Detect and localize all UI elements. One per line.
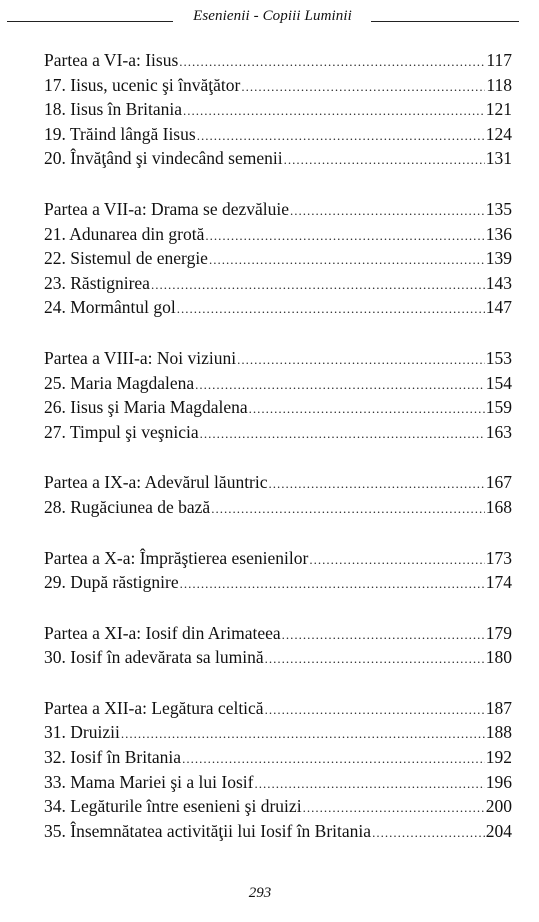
dot-leader [372,821,485,846]
toc-entry-page: 179 [485,622,512,643]
toc-entry-title: 21. Adunarea din grotă [44,223,205,244]
toc-section [44,470,512,519]
toc-entry-page: 159 [485,397,512,418]
toc-part-heading [44,48,512,73]
toc-entry-title: Partea a XI-a: Iosif din Arimateea [44,622,281,643]
toc-entry-page: 154 [485,372,512,393]
toc-entry-page: 117 [486,50,512,70]
toc-entry-page: 173 [485,547,512,568]
toc-entry-page: 143 [485,272,512,293]
dot-leader [182,747,485,772]
table-of-contents [44,48,512,869]
dot-leader [209,248,485,273]
toc-chapter-entry [44,122,512,147]
toc-part-heading [44,696,512,721]
toc-section [44,621,512,670]
toc-entry-title: Partea a VI-a: Iisus [44,50,179,70]
toc-entry-title: 30. Iosif în adevărata sa lumină [44,647,264,668]
toc-section [44,546,512,595]
toc-chapter-entry [44,271,512,296]
running-title: Esenienii - Copiii Luminii [193,8,352,24]
toc-entry-title: Partea a VII-a: Drama se dezvăluie [44,198,290,219]
toc-entry-title: 33. Mama Mariei şi a lui Iosif [44,771,254,792]
toc-section [44,48,512,171]
toc-entry-title: 35. Însemnătatea activităţii lui Iosif în Britania [44,820,372,841]
toc-chapter-entry [44,146,512,171]
toc-entry-title: 34. Legăturile între esenieni şi druizi [44,796,302,817]
dot-leader [183,99,485,124]
toc-entry-page: 174 [485,572,512,593]
toc-chapter-entry [44,819,512,844]
dot-leader [211,497,485,522]
toc-part-heading [44,546,512,571]
toc-section [44,696,512,844]
dot-leader [265,698,485,723]
toc-chapter-entry [44,395,512,420]
dot-leader [290,199,485,224]
toc-entry-title: 24. Mormântul gol [44,297,176,318]
toc-chapter-entry [44,770,512,795]
dot-leader [254,772,484,797]
dot-leader [197,124,485,149]
dot-leader [205,224,484,249]
toc-entry-title: 17. Iisus, ucenic şi învăţător [44,74,241,95]
toc-entry-title: Partea a IX-a: Adevărul lăuntric [44,472,268,493]
dot-leader [284,148,485,173]
toc-part-heading [44,621,512,646]
dot-leader [269,472,485,497]
toc-entry-page: 121 [485,99,512,120]
toc-chapter-entry [44,295,512,320]
toc-chapter-entry [44,645,512,670]
toc-entry-title: 27. Timpul şi veşnicia [44,421,199,442]
toc-entry-page: 167 [485,472,512,493]
toc-entry-page: 131 [485,148,512,169]
toc-entry-page: 136 [485,223,512,244]
toc-chapter-entry [44,570,512,595]
toc-entry-page: 124 [485,123,512,144]
toc-entry-title: 32. Iosif în Britania [44,747,182,768]
dot-leader [237,348,485,373]
toc-entry-page: 204 [485,820,512,841]
toc-entry-title: 19. Trăind lângă Iisus [44,123,196,144]
toc-chapter-entry [44,745,512,770]
toc-entry-title: Partea a X-a: Împrăştierea esenienilor [44,547,309,568]
toc-entry-title: 31. Druizii [44,722,120,743]
toc-entry-title: 29. După răstignire [44,572,179,593]
toc-entry-page: 147 [485,297,512,318]
toc-entry-title: Partea a VIII-a: Noi viziuni [44,347,237,368]
toc-entry-title: 28. Rugăciunea de bază [44,496,211,517]
dot-leader [309,548,484,573]
toc-chapter-entry [44,246,512,271]
toc-entry-title: Partea a XII-a: Legătura celtică [44,697,264,718]
toc-entry-title: 22. Sistemul de energie [44,248,208,269]
toc-entry-page: 196 [485,771,512,792]
dot-leader [195,373,485,398]
toc-entry-title: 18. Iisus în Britania [44,99,183,120]
toc-entry-page: 187 [485,697,512,718]
running-header [7,8,519,30]
dot-leader [179,50,485,75]
dot-leader [200,422,485,447]
toc-entry-page: 192 [485,747,512,768]
toc-chapter-entry [44,73,512,98]
dot-leader [241,75,485,100]
toc-entry-page: 180 [485,647,512,668]
page-number: 293 [248,885,272,901]
toc-chapter-entry [44,420,512,445]
toc-entry-page: 118 [486,74,512,95]
toc-entry-title: 23. Răstignirea [44,272,150,293]
toc-entry-page: 153 [485,347,512,368]
toc-chapter-entry [44,495,512,520]
toc-chapter-entry [44,97,512,122]
toc-chapter-entry [44,794,512,819]
toc-entry-title: 20. Învăţând şi vindecând semenii [44,148,283,169]
toc-section [44,197,512,320]
toc-part-heading [44,197,512,222]
dot-leader [151,273,485,298]
toc-part-heading [44,346,512,371]
toc-entry-page: 188 [485,722,512,743]
toc-chapter-entry [44,720,512,745]
dot-leader [249,397,485,422]
dot-leader [265,647,485,672]
toc-entry-page: 163 [485,421,512,442]
toc-entry-page: 168 [485,496,512,517]
toc-part-heading [44,470,512,495]
toc-section [44,346,512,444]
toc-entry-page: 135 [485,198,512,219]
toc-chapter-entry [44,222,512,247]
toc-entry-title: 26. Iisus şi Maria Magdalena [44,397,248,418]
toc-chapter-entry [44,371,512,396]
dot-leader [177,297,485,322]
dot-leader [121,722,485,747]
header-rule-right [371,21,519,22]
toc-entry-title: 25. Maria Magdalena [44,372,195,393]
dot-leader [282,623,485,648]
dot-leader [180,572,485,597]
dot-leader [303,796,485,821]
toc-entry-page: 139 [485,248,512,269]
toc-entry-page: 200 [485,796,512,817]
